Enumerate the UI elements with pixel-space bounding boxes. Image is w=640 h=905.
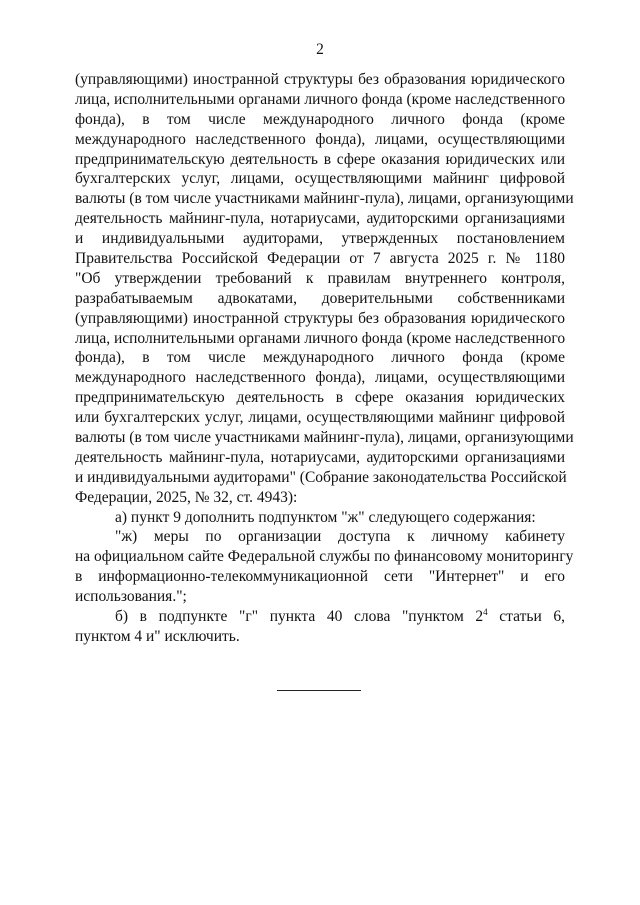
text-line: использования."; [75, 588, 187, 606]
text-line: валюты (в том числе участниками майнинг-пула), лицами, организующими [75, 190, 574, 208]
paragraph-item-b [75, 607, 565, 647]
text-line: фонда), в том числе международного личного фонда (кроме [75, 110, 565, 128]
text-line: разрабатываемым адвокатами, доверительными собственниками [75, 289, 565, 307]
text-line: Федерации, 2025, № 32, ст. 4943): [75, 488, 298, 506]
text-fragment: б) в подпункте "г" пункта 40 слова "пунктом 2 [115, 608, 484, 626]
text-line: предпринимательскую деятельность в сфере оказания юридических [75, 389, 565, 407]
text-line: и индивидуальными аудиторами" (Собрание законодательства Российской [75, 468, 567, 486]
text-line: "Об утверждении требований к правилам внутреннего контроля, [75, 269, 565, 287]
text-line: "ж) меры по организации доступа к личному кабинету [115, 528, 565, 546]
text-line: и индивидуальными аудиторами, утвержденных постановлением [75, 230, 565, 248]
text-line: международного наследственного фонда), лицами, осуществляющими [75, 369, 565, 387]
paragraph-item-a [75, 508, 565, 528]
text-line: (управляющими) иностранной структуры без образования юридического [75, 309, 565, 327]
text-line: предпринимательскую деятельность в сфере оказания юридических или [75, 150, 565, 168]
text-line: в информационно-телекоммуникационной сети "Интернет" и его [75, 568, 565, 586]
end-divider [277, 690, 361, 691]
text-line: или бухгалтерских услуг, лицами, осуществляющими майнинг цифровой [75, 409, 565, 427]
text-line: лица, исполнительными органами личного фонда (кроме наследственного [75, 90, 566, 108]
page-number: 2 [316, 41, 324, 58]
text-line: фонда), в том числе международного личного фонда (кроме [75, 349, 565, 367]
document-body [75, 70, 574, 647]
text-line [75, 607, 565, 627]
text-line: лица, исполнительными органами личного фонда (кроме наследственного [75, 329, 566, 347]
text-line: (управляющими) иностранной структуры без образования юридического [75, 71, 565, 88]
paragraph-continuation [75, 70, 574, 508]
text-line: Правительства Российской Федерации от 7 августа 2025 г. № 1180 [75, 250, 565, 268]
text-line: на официальном сайте Федеральной службы по финансовому мониторингу [75, 548, 574, 566]
text-line: валюты (в том числе участниками майнинг-пула), лицами, организующими [75, 429, 574, 447]
text-line: пунктом 4 и" исключить. [75, 627, 240, 645]
text-line: деятельность майнинг-пула, нотариусами, аудиторскими организациями [75, 210, 565, 228]
superscript: 4 [483, 607, 488, 618]
paragraph-quoted-item-zh [75, 527, 574, 607]
text-line: деятельность майнинг-пула, нотариусами, аудиторскими организациями [75, 448, 565, 466]
text-fragment: статьи 6, [487, 608, 565, 626]
text-line: а) пункт 9 дополнить подпунктом "ж" следующего содержания: [115, 508, 536, 526]
text-line: бухгалтерских услуг, лицами, осуществляющими майнинг цифровой [75, 170, 565, 188]
text-line: международного наследственного фонда), лицами, осуществляющими [75, 130, 565, 148]
